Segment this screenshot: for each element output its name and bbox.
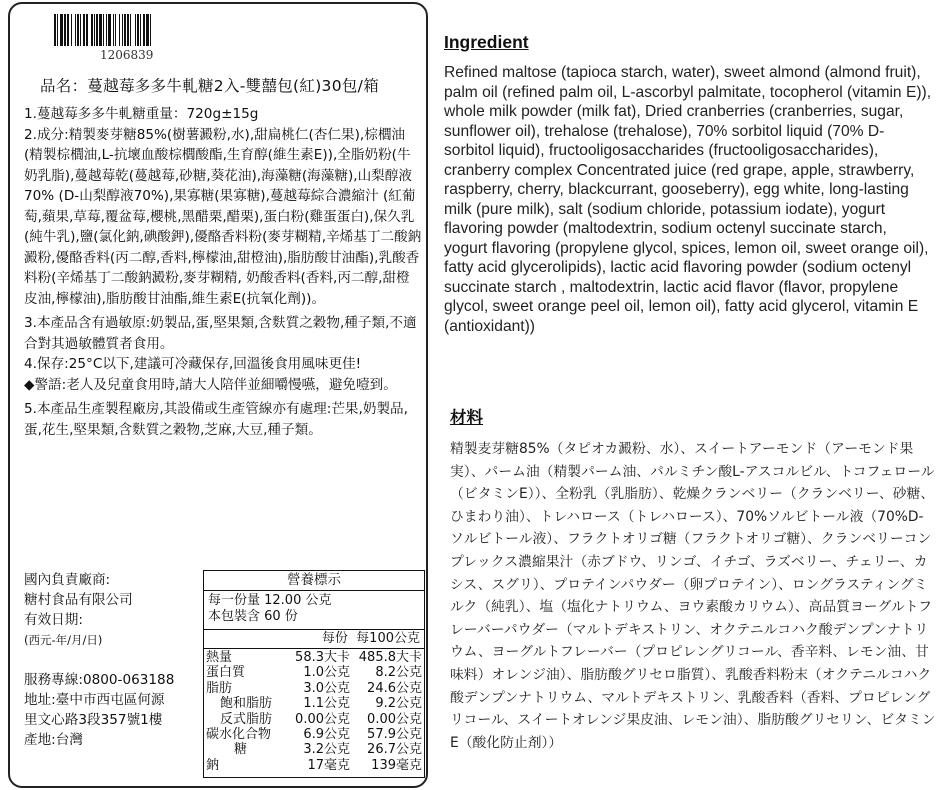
- hotline: 服務專線:0800-063188: [24, 672, 175, 688]
- nutrient-name: 熱量: [206, 650, 233, 665]
- company-label: 國內負責廠商:: [24, 572, 111, 588]
- ingredient-jp-title: 材料: [450, 408, 483, 427]
- company-info: [24, 570, 204, 750]
- ingredient-jp-text: 精製麦芽糖85%（タピオカ澱粉、水）、スイートアーモンド（アーモンド果実）、パーム油（精製パーム油、パルミチン酸L-アスコルビル、トコフェロール（ビタミンE））、全粉乳（乳脂肪）、乾燥クランベリー（クランベリー、砂糖、ひまわり油）、トレハロース（トレハロース）、70%ソルビトール液（70%D-ソルビトール液）、フラクトオリゴ糖（フラクトオリゴ糖）、クランベリーコンプレックス濃縮果汁（赤ブドウ、リンゴ、イチゴ、ラズベリー、チェリー、カシス、スグリ）、プロテインパウダー（卵プロテイン）、ロングラスティングミルク（純乳）、塩（塩化ナトリウム、ヨウ素酸カリウム）、高品質ヨーグルトフレーバーパウダー（マルトデキストリン、オクテニルコハク酸デンプンナトリウム、ヨーグルトフレーバー（プロピレングリコール、香辛料、レモン油、甘味料）オレンジ油）、脂肪酸グリセロ脂質）、乳酸香料粉末（オクテニルコハク酸デンプンナトリウム、マルトデキストリン、乳酸香料（香料、プロピレングリコール、スイートオレンジ果皮油、レモン油）、脂肪酸グリセリン、ビタミンE（酸化防止剤））: [450, 441, 936, 751]
- nutrient-name: 反式脂肪: [220, 711, 273, 727]
- nutrient-per-serving: 3.0公克: [303, 680, 350, 696]
- company-name: 糖村食品有限公司: [24, 592, 133, 608]
- item-allergens: 3.本產品含有過敏原:奶製品,蛋,堅果類,含麩質之穀物,種子類,不適合對其過敏體質者食用。: [24, 315, 417, 352]
- nutrient-name: 蛋白質: [206, 665, 246, 681]
- nutrient-per-serving: 17毫克: [307, 757, 350, 773]
- address-line-1: 地址:臺中市西屯區何源: [24, 692, 165, 708]
- nutrient-per-serving: 6.9公克: [303, 726, 350, 742]
- nutrient-name: 鈉: [206, 757, 220, 773]
- nutrition-row: [206, 727, 424, 742]
- nutrition-row: [206, 665, 424, 680]
- label-items: [24, 104, 422, 440]
- nutrition-row: [206, 758, 424, 773]
- barcode-number: 1206839: [100, 48, 154, 62]
- nutrient-per-serving: 1.0公克: [303, 665, 350, 681]
- item-warning: ◆警語:老人及兒童食用時,請大人陪伴並細嚼慢嚥，避免噎到。: [24, 376, 397, 393]
- servings-count: 本包裝含 60 份: [208, 608, 298, 624]
- nutrient-per-100g: 24.6公克: [367, 680, 422, 696]
- nutrition-header: [204, 630, 424, 649]
- nutrient-per-100g: 8.2公克: [375, 665, 422, 681]
- nutrient-per-100g: 26.7公克: [367, 742, 422, 758]
- nutrient-per-serving: 58.3大卡: [295, 650, 350, 665]
- item-facility: 5.本產品生產製程廠房,其設備或生產管線亦有處理:芒果,奶製品,蛋,花生,堅果類,含麩質之穀物,芝麻,大豆,種子類。: [24, 401, 408, 438]
- date-format: (西元-年/月/日): [24, 633, 103, 647]
- nutrient-per-serving: 3.2公克: [303, 742, 350, 758]
- nutrient-name: 碳水化合物: [206, 726, 272, 742]
- nutrient-per-100g: 139毫克: [371, 757, 422, 773]
- nutrition-row: [206, 712, 424, 727]
- product-label-panel: [8, 2, 428, 788]
- nutrition-title: 營養標示: [204, 571, 424, 591]
- item-storage: 4.保存:25°C以下,建議可冷藏保存,回溫後食用風味更佳!: [24, 356, 362, 372]
- serving-size: 每一份量 12.00 公克: [208, 593, 332, 608]
- nutrition-row: [206, 742, 424, 757]
- col-per-serving: 每份: [321, 631, 348, 646]
- nutrient-name: 糖: [234, 742, 248, 758]
- nutrition-serving: [204, 591, 424, 630]
- barcode: [54, 14, 224, 46]
- nutrition-row: [206, 650, 424, 665]
- expiry-label: 有效日期:: [24, 612, 83, 628]
- origin: 產地:台灣: [24, 732, 83, 748]
- item-ingredients: 2.成分:精製麥芽糖85%(樹薯澱粉,水),甜扁桃仁(杏仁果),棕櫚油(精製棕櫚油,L-抗壞血酸棕櫚酸酯,生育醇(維生素E)),全脂奶粉(牛奶乳脂),蔓越莓乾(蔓越莓,砂糖,葵花油),海藻糖(海藻糖),山梨醇液70% (D-山梨醇液70%),果寡糖(果寡糖),蔓越莓綜合濃縮汁 (紅葡萄,蘋果,草莓,覆盆莓,櫻桃,黑醋栗,醋栗),蛋白粉(雞蛋蛋白),保久乳(純牛乳),鹽(氯化鈉,碘酸鉀),優酪香料粉(麥芽糊精,辛烯基丁二酸鈉澱粉,優酪香料(丙二醇,香料,檸檬油,甜橙油),脂肪酸甘油酯),乳酸香料粉(辛烯基丁二酸鈉澱粉,麥芽糊精, 奶酸香料(香料,丙二醇,甜橙皮油,檸檬油),脂肪酸甘油酯,維生素E(抗氧化劑))。: [24, 126, 422, 307]
- nutrition-table: [203, 570, 425, 778]
- col-per-100g: 每100公克: [356, 631, 420, 646]
- nutrient-name: 脂肪: [206, 680, 233, 696]
- nutrition-row: [206, 681, 424, 696]
- nutrient-per-100g: 485.8大卡: [358, 650, 422, 665]
- nutrient-per-100g: 9.2公克: [375, 696, 422, 712]
- nutrition-row: [206, 696, 424, 711]
- nutrient-per-serving: 0.00公克: [295, 711, 350, 727]
- nutrient-per-100g: 0.00公克: [367, 711, 422, 727]
- nutrient-name: 飽和脂肪: [220, 696, 273, 712]
- item-weight: 1.蔓越莓多多牛軋糖重量：720g±15g: [24, 106, 259, 122]
- nutrient-per-100g: 57.9公克: [367, 726, 422, 742]
- ingredient-en-text: Refined maltose (tapioca starch, water), sweet almond (almond fruit), palm oil (refined palm oil, L-ascorbyl palmitate, tocopherol (vitamin E)), whole milk powder (milk fat), Dried cranberries (cranberries, sugar, sunflower oil), trehalose (trehalose), 70% sorbitol liquid (70% D-sorbitol liquid), fructooligosaccharides (fructooligosaccharides), cranberry complex Concentrated juice (red grape, apple, strawberry, raspberry, cherry, blackcurrant, gooseberry), egg white, long-lasting milk (pure milk), salt (sodium chloride, potassium iodate), yogurt flavoring powder (maltodextrin, sodium octenyl succinate starch, yogurt flavoring (propylene glycol, spices, lemon oil, sweet orange oil), fatty acid glycerolipids), lactic acid flavoring powder (sodium octenyl succinate starch , maltodextrin, lactic acid flavor (flavor, propylene glycol, sweet orange peel oil, lemon oil), fatty acid glycerol, vitamin E (antioxidant)): [444, 64, 932, 335]
- product-name: 品名：蔓越莓多多牛軋糖2入-雙囍包(紅)30包/箱: [40, 77, 379, 95]
- nutrient-per-serving: 1.1公克: [303, 696, 350, 712]
- address-line-2: 里文心路3段357號1樓: [24, 712, 163, 728]
- nutrition-rows: [204, 649, 424, 773]
- ingredient-en-title: Ingredient: [444, 32, 529, 52]
- barcode-bar: [151, 14, 153, 46]
